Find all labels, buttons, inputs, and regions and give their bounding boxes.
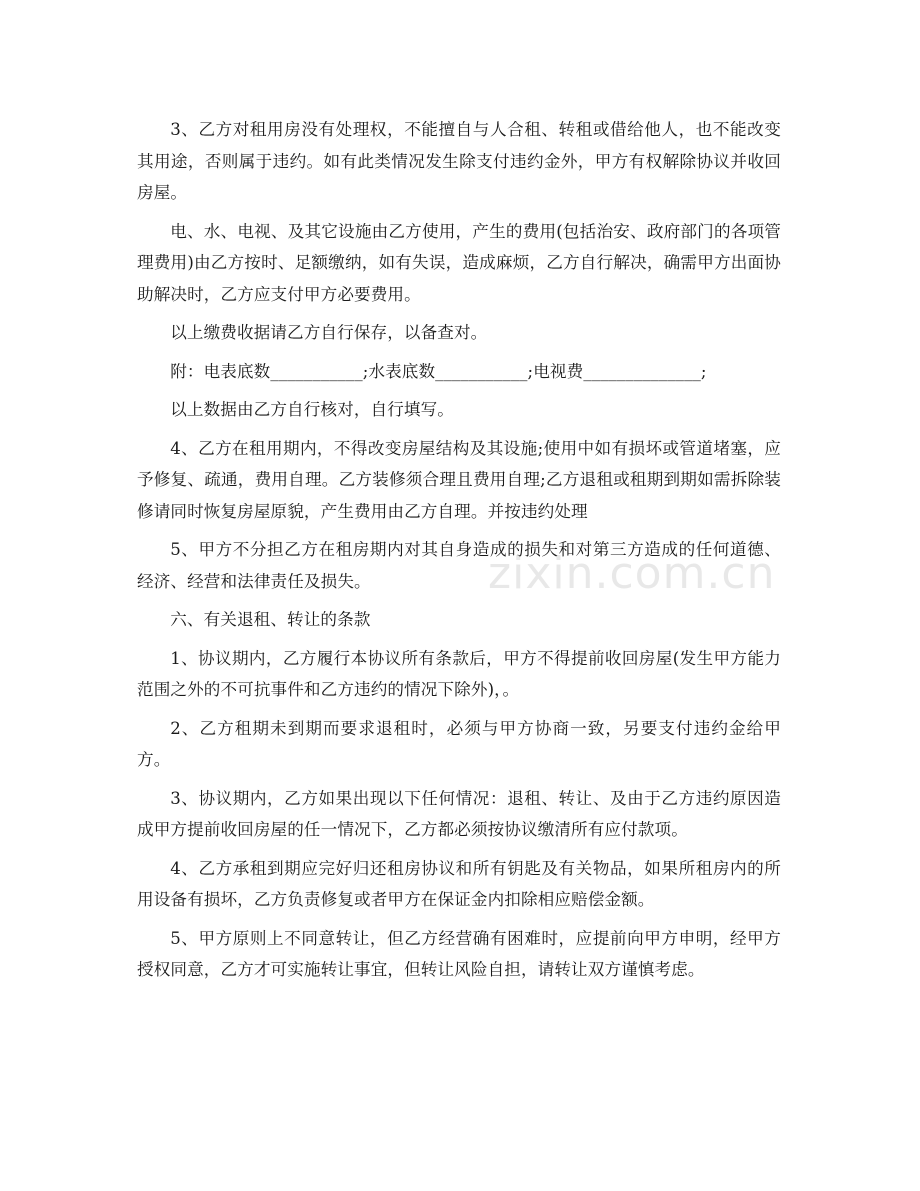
section-heading-termination-transfer: 六、有关退租、转让的条款	[170, 610, 371, 629]
paragraph-term-3: 3、协议期内，乙方如果出现以下任何情况：退租、转让、及由于乙方违约原因造成甲方提前收回房屋的任一情况下，乙方都必须按协议缴清所有应付款项。	[137, 788, 781, 839]
paragraph-utilities-fees: 电、水、电视、及其它设施由乙方使用，产生的费用(包括治安、政府部门的各项管理费用)由乙方按时、足额缴纳，如有失误，造成麻烦，乙方自行解决，确需甲方出面协助解决时，乙方应支付甲方必要费用。	[137, 221, 781, 304]
paragraph-meter-readings: 附：电表底数___________;水表底数___________;电视费______________;	[170, 361, 707, 381]
paragraph-clause-4-structure: 4、乙方在租用期内，不得改变房屋结构及其设施;使用中如有损坏或管道堵塞，应予修复、疏通，费用自理。乙方装修须合理且费用自理;乙方退租或租期到期如需拆除装修请同时恢复房屋原貌，产生费用由乙方自理。并按违约处理	[137, 438, 781, 521]
document-body	[137, 114, 781, 993]
paragraph-term-4: 4、乙方承租到期应完好归还租房协议和所有钥匙及有关物品，如果所租房内的所用设备有损坏，乙方负责修复或者甲方在保证金内扣除相应赔偿金额。	[137, 858, 781, 909]
paragraph-term-1: 1、协议期内，乙方履行本协议所有条款后，甲方不得提前收回房屋(发生甲方能力范围之外的不可抗事件和乙方违约的情况下除外)，。	[137, 648, 781, 699]
paragraph-self-verify: 以上数据由乙方自行核对，自行填写。	[170, 400, 454, 419]
paragraph-term-2: 2、乙方租期未到期而要求退租时，必须与甲方协商一致，另要支付违约金给甲方。	[137, 718, 781, 769]
paragraph-term-5: 5、甲方原则上不同意转让，但乙方经营确有困难时，应提前向甲方申明，经甲方授权同意，乙方才可实施转让事宜，但转让风险自担，请转让双方谨慎考虑。	[137, 928, 781, 979]
watermark: zixin.com.cn	[488, 548, 776, 599]
paragraph-clause-3-sublease: 3、乙方对租用房没有处理权，不能擅自与人合租、转租或借给他人，也不能改变其用途，否则属于违约。如有此类情况发生除支付违约金外，甲方有权解除协议并收回房屋。	[137, 120, 781, 202]
paragraph-keep-receipts: 以上缴费收据请乙方自行保存，以备查对。	[170, 323, 488, 342]
paragraph-clause-5-liability: 5、甲方不分担乙方在租房期内对其自身造成的损失和对第三方造成的任何道德、经济、经营和法律责任及损失。	[137, 540, 781, 591]
